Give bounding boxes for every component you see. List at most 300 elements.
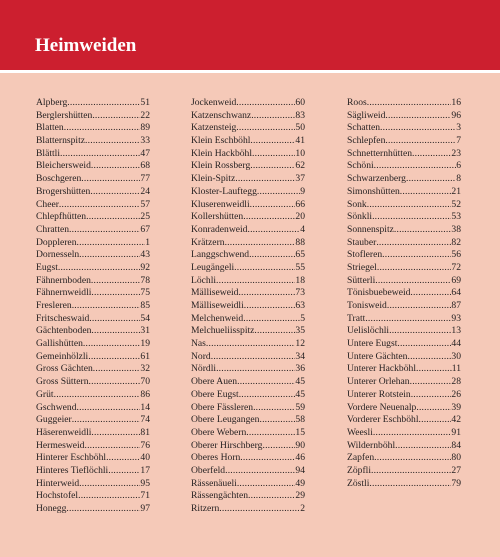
entry-name: Hermesweid (36, 439, 85, 451)
index-entry (347, 338, 461, 351)
index-entry (191, 249, 305, 262)
index-entry (36, 211, 150, 224)
index-entry (36, 122, 150, 135)
index-entry (347, 287, 461, 300)
index-column-1 (36, 97, 150, 516)
dot-leader (216, 275, 295, 288)
entry-page-number: 13 (451, 325, 461, 337)
entry-name: Gross Gächten (36, 363, 93, 375)
index-entry (36, 237, 150, 250)
entry-page-number: 7 (456, 135, 461, 147)
entry-name: Sägliweid (347, 109, 386, 121)
entry-name: Melchueliisspitz (191, 325, 255, 337)
page-title: Heimweiden (35, 35, 137, 56)
dot-leader (91, 287, 140, 300)
entry-page-number: 63 (295, 300, 305, 311)
dot-leader (72, 300, 141, 313)
entry-page-number: 97 (140, 503, 150, 514)
dot-leader (58, 262, 141, 275)
entry-page-number: 79 (451, 477, 461, 489)
entry-page-number: 15 (295, 426, 305, 438)
dot-leader (66, 503, 140, 516)
dot-leader (206, 338, 295, 351)
entry-page-number: 38 (451, 223, 461, 235)
entry-page-number: 33 (140, 135, 150, 147)
entry-page-number: 20 (295, 211, 305, 223)
entry-name: Zöstli (347, 477, 370, 489)
entry-page-number: 24 (140, 185, 150, 197)
dot-leader (108, 465, 140, 478)
dot-leader (237, 376, 295, 389)
entry-page-number: 93 (451, 312, 461, 324)
entry-name: Schöni (347, 160, 374, 172)
dot-leader (382, 249, 451, 262)
dot-leader (410, 287, 451, 300)
entry-page-number: 10 (295, 147, 305, 159)
dot-leader (250, 160, 295, 173)
dot-leader (395, 440, 451, 453)
index-entry (191, 160, 305, 173)
index-entry (36, 402, 150, 415)
entry-page-number: 31 (140, 325, 150, 337)
entry-name: Hochstofel (36, 490, 79, 502)
entry-name: Löchli (191, 274, 217, 286)
index-entry (191, 186, 305, 199)
index-entry (347, 465, 461, 478)
entry-name: Oberfeld (191, 464, 226, 476)
dot-leader (77, 402, 141, 415)
entry-page-number: 54 (140, 312, 150, 324)
entry-page-number: 67 (140, 223, 150, 235)
dot-leader (91, 275, 141, 288)
entry-page-number: 52 (451, 198, 461, 210)
index-entry (191, 490, 305, 503)
entry-name: Kloster-Lauftegg (191, 185, 257, 197)
index-entry (36, 440, 150, 453)
index-entry (191, 351, 305, 364)
entry-name: Katzenschwanz (191, 109, 252, 121)
entry-page-number: 61 (140, 350, 150, 362)
entry-page-number: 70 (140, 376, 150, 388)
entry-page-number: 49 (295, 477, 305, 489)
dot-leader (86, 211, 140, 224)
entry-name: Bleichersweid (36, 160, 91, 172)
index-entry (347, 402, 461, 415)
index-entry (347, 249, 461, 262)
entry-page-number: 84 (451, 439, 461, 451)
dot-leader (371, 465, 451, 478)
dot-leader (91, 427, 140, 440)
entry-name: Vordere Neuenalp (347, 401, 417, 413)
entry-name: Untere Eugst (347, 338, 398, 350)
entry-page-number: 19 (140, 338, 150, 350)
dot-leader (69, 224, 140, 237)
index-entry (347, 275, 461, 288)
dot-leader (243, 211, 295, 224)
entry-page-number: 77 (140, 173, 150, 185)
dot-leader (374, 452, 451, 465)
dot-leader (252, 148, 295, 161)
dot-leader (92, 110, 140, 123)
index-entry (191, 414, 305, 427)
index-entry (191, 325, 305, 338)
entry-name: Mälliseweid (191, 287, 239, 299)
entry-page-number: 36 (295, 363, 305, 375)
dot-leader (239, 389, 296, 402)
entry-name: Boschgeren (36, 173, 82, 185)
entry-page-number: 85 (140, 300, 150, 311)
index-entry (191, 135, 305, 148)
entry-page-number: 47 (140, 147, 150, 159)
entry-page-number: 12 (295, 338, 305, 350)
dot-leader (251, 110, 295, 123)
entry-page-number: 71 (140, 490, 150, 502)
entry-name: Klein Eschböhl (191, 135, 251, 147)
dot-leader (79, 249, 140, 262)
index-entry (36, 427, 150, 440)
entry-page-number: 2 (300, 503, 305, 514)
index-entry (347, 389, 461, 402)
index-entry (347, 199, 461, 212)
entry-name: Obere Fässleren (191, 401, 254, 413)
entry-page-number: 35 (295, 325, 305, 337)
index-entry (347, 148, 461, 161)
dot-leader (60, 148, 140, 161)
dot-leader (91, 160, 141, 173)
index-entry (36, 275, 150, 288)
entry-name: Wildernböhl (347, 439, 396, 451)
index-entry (191, 97, 305, 110)
entry-page-number: 27 (451, 464, 461, 476)
entry-name: Sonk (347, 198, 367, 210)
entry-name: Obere Webern (191, 426, 247, 438)
dot-leader (236, 122, 295, 135)
entry-name: Schwarzenberg (347, 173, 406, 185)
entry-name: Guggeier (36, 414, 72, 426)
dot-leader (90, 186, 140, 199)
entry-page-number: 6 (456, 160, 461, 172)
index-entry (36, 249, 150, 262)
index-entry (191, 110, 305, 123)
dot-leader (240, 452, 295, 465)
entry-name: Berglershütten (36, 109, 93, 121)
dot-leader (225, 237, 296, 250)
dot-leader (249, 249, 295, 262)
index-entry (191, 478, 305, 491)
entry-page-number: 81 (140, 426, 150, 438)
dot-leader (84, 440, 140, 453)
index-entry (347, 97, 461, 110)
index-entry (347, 440, 461, 453)
index-entry (191, 427, 305, 440)
entry-page-number: 44 (451, 338, 461, 350)
dot-leader (236, 97, 295, 110)
dot-leader (376, 237, 451, 250)
entry-name: Striegel (347, 261, 377, 273)
dot-leader (367, 199, 452, 212)
dot-leader (397, 338, 451, 351)
index-entry (191, 211, 305, 224)
entry-name: Katzensteig (191, 122, 237, 134)
index-entry (36, 363, 150, 376)
dot-leader (225, 465, 295, 478)
entry-page-number: 65 (295, 249, 305, 261)
entry-name: Brogershütten (36, 185, 91, 197)
index-entry (36, 148, 150, 161)
index-entry (347, 224, 461, 237)
index-column-3 (347, 97, 461, 490)
entry-name: Rässengächten (191, 490, 249, 502)
dot-leader (59, 199, 140, 212)
index-entry (36, 300, 150, 313)
dot-leader (77, 237, 146, 250)
header-divider (0, 70, 500, 73)
index-entry (36, 414, 150, 427)
dot-leader (375, 275, 451, 288)
entry-name: Sönkli (347, 211, 373, 223)
index-entry (36, 503, 150, 516)
dot-leader (369, 478, 451, 491)
dot-leader (259, 414, 295, 427)
index-entry (347, 160, 461, 173)
index-entry (191, 389, 305, 402)
index-entry (191, 440, 305, 453)
index-entry (347, 414, 461, 427)
index-entry (36, 465, 150, 478)
dot-leader (419, 414, 452, 427)
dot-leader (211, 351, 296, 364)
entry-name: Stauber (347, 236, 377, 248)
dot-leader (216, 363, 295, 376)
index-entry (347, 452, 461, 465)
entry-page-number: 83 (295, 109, 305, 121)
entry-name: Häserenweidli (36, 426, 92, 438)
entry-name: Sonnenspitz (347, 223, 394, 235)
entry-name: Gemeinhölzli (36, 350, 89, 362)
entry-name: Klein Hackböhl (191, 147, 253, 159)
entry-name: Gross Süttern (36, 376, 89, 388)
entry-name: Schnetternhütten (347, 147, 413, 159)
entry-name: Krätzern (191, 236, 225, 248)
dot-leader (389, 325, 451, 338)
dot-leader (67, 97, 140, 110)
index-entry (347, 237, 461, 250)
entry-name: Gschwend (36, 401, 77, 413)
index-entry (191, 199, 305, 212)
entry-name: Tonisweid (347, 300, 387, 311)
entry-page-number: 17 (140, 464, 150, 476)
entry-name: Obere Auen (191, 376, 238, 388)
entry-name: Gächtenboden (36, 325, 92, 337)
dot-leader (254, 325, 295, 338)
dot-leader (88, 351, 140, 364)
entry-page-number: 51 (140, 97, 150, 108)
index-entry (36, 478, 150, 491)
dot-leader (262, 440, 295, 453)
entry-name: Konradenweid (191, 223, 248, 235)
entry-page-number: 25 (140, 211, 150, 223)
entry-name: Unterer Rotstein (347, 388, 411, 400)
index-entry (36, 452, 150, 465)
entry-page-number: 57 (140, 198, 150, 210)
entry-name: Vorderer Eschböhl (347, 414, 419, 426)
entry-name: Blatten (36, 122, 64, 134)
dot-leader (400, 186, 452, 199)
index-entry (191, 224, 305, 237)
entry-page-number: 22 (140, 109, 150, 121)
entry-name: Weesli (347, 426, 373, 438)
dot-leader (106, 452, 140, 465)
entry-page-number: 42 (451, 414, 461, 426)
dot-leader (246, 427, 295, 440)
dot-leader (248, 490, 295, 503)
entry-name: Zapfen (347, 452, 375, 464)
dot-leader (79, 478, 140, 491)
entry-name: Rässenäueli (191, 477, 237, 489)
entry-page-number: 32 (140, 363, 150, 375)
entry-page-number: 59 (295, 401, 305, 413)
index-entry (347, 135, 461, 148)
entry-page-number: 29 (295, 490, 305, 502)
entry-page-number: 34 (295, 350, 305, 362)
dot-leader (219, 503, 300, 516)
index-entry (347, 186, 461, 199)
entry-name: Unterer Orlehan (347, 376, 410, 388)
entry-page-number: 86 (140, 388, 150, 400)
entry-page-number: 76 (140, 439, 150, 451)
dot-leader (237, 478, 296, 491)
dot-leader (365, 313, 451, 326)
dot-leader (410, 376, 452, 389)
dot-leader (91, 325, 140, 338)
index-entry (36, 262, 150, 275)
dot-leader (54, 389, 141, 402)
dot-leader (407, 351, 451, 364)
dot-leader (250, 199, 296, 212)
dot-leader (64, 122, 141, 135)
entry-name: Leugängeli (191, 261, 235, 273)
entry-name: Melchenweid (191, 312, 244, 324)
dot-leader (380, 122, 456, 135)
entry-name: Fähnernweidli (36, 287, 92, 299)
index-entry (191, 376, 305, 389)
index-entry (36, 110, 150, 123)
entry-name: Alpberg (36, 97, 68, 108)
index-entry (36, 490, 150, 503)
entry-page-number: 9 (300, 185, 305, 197)
entry-page-number: 43 (140, 249, 150, 261)
entry-page-number: 58 (295, 414, 305, 426)
dot-leader (416, 363, 452, 376)
entry-page-number: 73 (295, 287, 305, 299)
entry-page-number: 82 (451, 236, 461, 248)
dot-leader (247, 224, 300, 237)
dot-leader (83, 338, 141, 351)
entry-name: Honegg (36, 503, 67, 514)
entry-name: Dornesseln (36, 249, 80, 261)
entry-name: Hinteres Tieflöchli (36, 464, 109, 476)
index-entry (347, 427, 461, 440)
index-entry (36, 224, 150, 237)
dot-leader (257, 186, 300, 199)
entry-page-number: 8 (456, 173, 461, 185)
entry-name: Jockenweid (191, 97, 237, 108)
entry-name: Tönisbuebeweid (347, 287, 411, 299)
entry-name: Langgschwend (191, 249, 250, 261)
index-entry (36, 338, 150, 351)
dot-leader (78, 490, 140, 503)
entry-name: Schatten (347, 122, 381, 134)
entry-page-number: 91 (451, 426, 461, 438)
entry-name: Ritzern (191, 503, 220, 514)
entry-name: Grüt (36, 388, 54, 400)
index-entry (347, 376, 461, 389)
index-entry (36, 199, 150, 212)
entry-page-number: 50 (295, 122, 305, 134)
entry-page-number: 92 (140, 261, 150, 273)
index-entry (191, 237, 305, 250)
index-entry (347, 211, 461, 224)
dot-leader (374, 160, 457, 173)
dot-leader (234, 262, 295, 275)
entry-name: Kluserenweidli (191, 198, 250, 210)
index-entry (191, 300, 305, 313)
index-entry (191, 173, 305, 186)
index-entry (191, 287, 305, 300)
entry-name: Fresleren (36, 300, 72, 311)
index-entry (36, 389, 150, 402)
dot-leader (416, 402, 451, 415)
index-entry (347, 262, 461, 275)
entry-name: Zöpfli (347, 464, 371, 476)
index-entry (191, 503, 305, 516)
entry-page-number: 78 (140, 274, 150, 286)
entry-name: Stofleren (347, 249, 383, 261)
entry-name: Fritscheswaid (36, 312, 90, 324)
index-entry (191, 313, 305, 326)
entry-name: Doppleren (36, 236, 77, 248)
entry-name: Chratten (36, 223, 70, 235)
dot-leader (372, 211, 451, 224)
entry-page-number: 18 (295, 274, 305, 286)
entry-name: Blättli (36, 147, 60, 159)
index-entry (36, 135, 150, 148)
entry-page-number: 23 (451, 147, 461, 159)
entry-page-number: 28 (451, 376, 461, 388)
entry-page-number: 62 (295, 160, 305, 172)
entry-name: Kollershütten (191, 211, 244, 223)
entry-page-number: 40 (140, 452, 150, 464)
entry-page-number: 56 (451, 249, 461, 261)
entry-page-number: 94 (295, 464, 305, 476)
dot-leader (412, 148, 451, 161)
dot-leader (243, 313, 300, 326)
dot-leader (373, 427, 452, 440)
entry-name: Fähnernboden (36, 274, 91, 286)
entry-name: Nas (191, 338, 206, 350)
index-entry (36, 325, 150, 338)
index-entry (191, 338, 305, 351)
entry-page-number: 45 (295, 376, 305, 388)
index-entry (191, 122, 305, 135)
entry-page-number: 30 (451, 350, 461, 362)
index-entry (347, 313, 461, 326)
index-entry (347, 363, 461, 376)
entry-name: Nord (191, 350, 211, 362)
entry-page-number: 88 (295, 236, 305, 248)
entry-page-number: 16 (451, 97, 461, 108)
entry-name: Oberer Hirschberg (191, 439, 263, 451)
